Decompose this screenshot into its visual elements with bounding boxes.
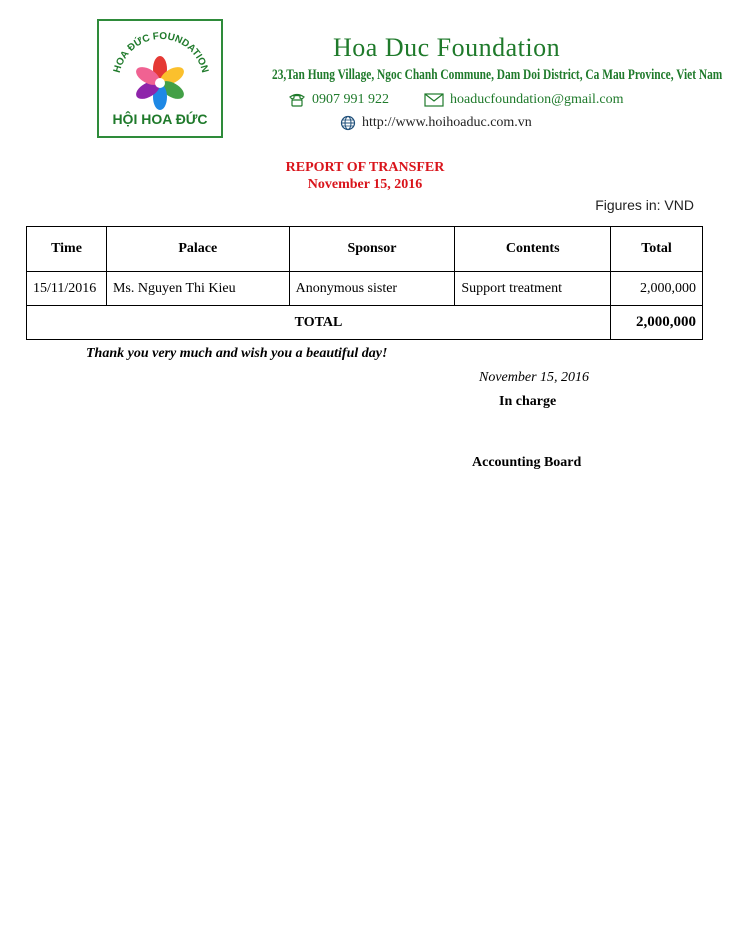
accounting-board-label: Accounting Board xyxy=(472,455,582,470)
email-row xyxy=(424,92,623,108)
transfer-table xyxy=(26,226,703,340)
column-header-palace: Palace xyxy=(106,227,289,272)
foundation-logo xyxy=(97,19,223,138)
thanks-message: Thank you very much and wish you a beautiful day! xyxy=(86,346,388,361)
logo-name: HỘI HOA ĐỨC xyxy=(112,111,208,127)
cell-sponsor: Anonymous sister xyxy=(289,272,455,306)
email-address: hoaducfoundation@gmail.com xyxy=(450,92,624,107)
globe-icon xyxy=(340,115,356,131)
column-header-sponsor: Sponsor xyxy=(289,227,455,272)
figures-unit-label: Figures in: VND xyxy=(595,197,694,213)
cell-total: 2,000,000 xyxy=(611,272,703,306)
phone-icon xyxy=(288,93,306,107)
cell-palace: Ms. Nguyen Thi Kieu xyxy=(106,272,289,306)
total-value: 2,000,000 xyxy=(611,306,703,340)
logo-arc-text: HOA ĐỨC FOUNDATION xyxy=(111,30,211,75)
website-url[interactable]: http://www.hoihoaduc.com.vn xyxy=(362,115,532,131)
column-header-total: Total xyxy=(611,227,703,272)
signature-date: November 15, 2016 xyxy=(479,370,590,385)
column-header-time: Time xyxy=(27,227,107,272)
report-title: REPORT OF TRANSFER xyxy=(285,160,445,175)
phone-number: 0907 991 922 xyxy=(312,92,389,107)
mail-icon xyxy=(424,93,444,107)
phone-row xyxy=(288,92,389,108)
column-header-contents: Contents xyxy=(455,227,611,272)
org-name: Hoa Duc Foundation xyxy=(333,33,561,62)
report-date: November 15, 2016 xyxy=(307,177,423,192)
org-address: 23,Tan Hung Village, Ngoc Chanh Commune, Dam Doi District, Ca Mau Province, Viet Nam xyxy=(272,67,723,83)
total-row xyxy=(27,306,703,340)
table-header-row xyxy=(27,227,703,272)
total-label: TOTAL xyxy=(27,306,611,340)
in-charge-label: In charge xyxy=(499,394,557,409)
website-row xyxy=(340,115,532,131)
cell-time: 15/11/2016 xyxy=(27,272,107,306)
cell-contents: Support treatment xyxy=(455,272,611,306)
table-row xyxy=(27,272,703,306)
